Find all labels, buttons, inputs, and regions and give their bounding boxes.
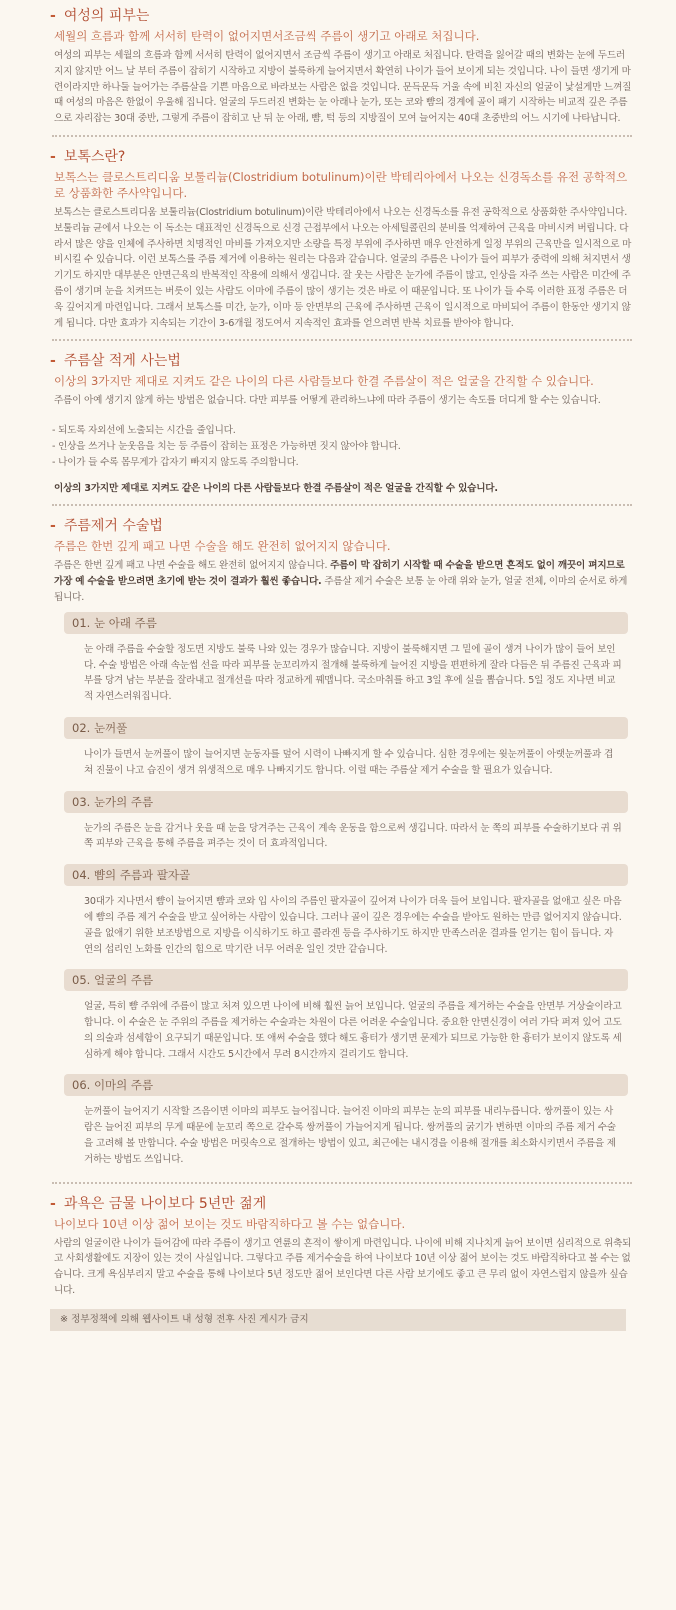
section-body: 여성의 피부는 세월의 흐름과 함께 서서히 탄력이 없어지면서 조금씩 주름이 생기고 아래로 처집니다. 탄력을 잃어갈 때의 변화는 눈에 두드러지지 않지만 어느 날 부터 주름이 잡히기 시작하고 지방이 불룩하게 늘어지면서 확연히 나이가 들어 보이게 되는 것입니다. 나이 들면 생기게 마련이라지만 하나둘 늘어가는 주름살을 기쁜 마음으로 바라보는 사람은 없을 것입니다. 문득문득 거울 속에 비친 자신의 얼굴이 낯설게만 느껴질 때 여성의 마음은 한없이 우울해 집니다. 얼굴의 두드러진 변화는 눈 아래나 눈가, 또는 코와 뺨의 경계에 골이 패기 시작하는 비교적 깊은 주름으로 자리잡는 30대 중반, 그렇게 주름이 잡히고 난 뒤 눈 아래, 뺨, 턱 등의 지방질이 모여 늘어지는 40대 초중반의 어느 시기에 나타납니다. bbox=[54, 50, 632, 125]
dash-bullet-icon: - bbox=[50, 518, 56, 535]
section-subtitle: 나이보다 10년 이상 젊어 보이는 것도 바람직하다고 볼 수는 없습니다. bbox=[54, 1216, 406, 1231]
section-title bbox=[50, 147, 632, 167]
section-title-text: 주름살 적게 사는법 bbox=[63, 353, 181, 370]
dash-bullet-icon: - bbox=[50, 1195, 56, 1212]
dotted-divider bbox=[52, 339, 632, 341]
section-fewer-wrinkles bbox=[52, 351, 632, 496]
section-younger bbox=[52, 1194, 632, 1299]
surgery-item-forehead bbox=[64, 1074, 632, 1173]
surgery-item-title: 02. 눈꺼풀 bbox=[64, 717, 628, 739]
dotted-divider bbox=[52, 1182, 632, 1184]
body-text: 주름살 제거 수술은 보통 눈 아래 위와 눈가, 얼굴 전체, 이마의 순서로 하게 됩니다. bbox=[54, 576, 628, 603]
dash-bullet-icon: - bbox=[50, 8, 56, 24]
section-subtitle: 보톡스는 클로스트리디움 보툴리늄(Clostridium botulinum)이란 박테리아에서 나오는 신경독소를 유전 공학적으로 상품화한 주사약입니다. bbox=[54, 169, 628, 200]
section-title bbox=[50, 351, 632, 371]
surgery-item-body: 나이가 들면서 눈꺼풀이 많이 늘어지면 눈동자를 덮어 시력이 나빠지게 할 수 있습니다. 심한 경우에는 윗눈꺼풀이 아랫눈꺼풀과 겹쳐 진물이 나고 습진이 생겨 위생적으로 매우 나빠지기도 합니다. 이럴 때는 주름살 제거 수술을 할 필요가 있습니다. bbox=[84, 748, 614, 776]
section-body bbox=[54, 558, 632, 605]
surgery-item-body: 눈꺼풀이 늘어지기 시작할 즈음이면 이마의 피부도 늘어집니다. 늘어진 이마의 피부는 눈의 피부를 내리누릅니다. 쌍꺼풀이 있는 사람은 늘어진 피부의 무게 때문에 눈꼬리 쪽으로 갈수록 쌍꺼풀이 가늘어지게 됩니다. 쌍꺼풀의 굵기가 변하면 이마의 주름 제거 수술을 고려해 볼 만합니다. 수술 방법은 머릿속으로 절개하는 방법이 있고, 최근에는 내시경을 이용해 절개를 최소화시키면서 주름을 제거하는 방법도 쓰입니다. bbox=[84, 1106, 616, 1165]
list-item: - 인상을 쓰거나 눈웃음을 치는 등 주름이 잡히는 표정은 가능하면 짓지 않아야 합니다. bbox=[52, 440, 401, 452]
section-title bbox=[50, 6, 632, 26]
conclusion-text: 이상의 3가지만 제대로 지켜도 같은 나이의 다른 사람들보다 한결 주름살이 적은 얼굴을 간직할 수 있습니다. bbox=[54, 482, 498, 494]
section-title-text: 과욕은 금물 나이보다 5년만 젊게 bbox=[63, 1195, 267, 1212]
dash-bullet-icon: - bbox=[50, 148, 56, 165]
section-body: 주름이 아예 생기지 않게 하는 방법은 없습니다. 다만 피부를 어떻게 관리하느냐에 따라 주름이 생기는 속도를 더디게 할 수는 있습니다. bbox=[54, 395, 601, 407]
section-subtitle: 세월의 흐름과 함께 서서히 탄력이 없어지면서조금씩 주름이 생기고 아래로 처집니다. bbox=[54, 29, 480, 43]
surgery-item-body: 30대가 지나면서 뺨이 늘어지면 뺨과 코와 입 사이의 주름인 팔자골이 깊어져 나이가 더욱 들어 보입니다. 팔자골을 없애고 싶은 마음에 뺨의 주름 제거 수술을 받고 싶어하는 사람이 있습니다. 그러나 골이 깊은 경우에는 수술을 받아도 원하는 만큼 없어지지 않습니다. 골을 없애기 위한 보조방법으로 지방을 이식하기도 하고 콜라겐 등을 주사하기도 하지만 만족스러운 결과를 얻기는 힘이 듭니다. 자연의 섭리인 노화를 인간의 힘으로 막기란 너무 어려운 일인 것만 같습니다. bbox=[84, 896, 622, 955]
dash-bullet-icon: - bbox=[50, 353, 56, 370]
section-title-text: 보톡스란? bbox=[63, 148, 126, 165]
dotted-divider bbox=[52, 135, 632, 137]
surgery-item-title: 06. 이마의 주름 bbox=[64, 1074, 628, 1096]
section-body: 사람의 얼굴이란 나이가 들어감에 따라 주름이 생기고 연륜의 흔적이 쌓이게 마련입니다. 나이에 비해 지나치게 늙어 보이면 심리적으로 위축되고 사회생활에도 지장이 있는 것이 사실입니다. 그렇다고 주름 제거수술을 하여 나이보다 10년 이상 젊어 보이는 것도 바람직하다고 볼 수는 없습니다. 크게 욕심부리지 말고 수술을 통해 나이보다 5년 정도만 젊어 보인다면 다른 사람 보기에도 좋고 큰 무리 없이 자연스럽지 않을까 싶습니다. bbox=[54, 1237, 632, 1297]
surgery-item-face bbox=[64, 969, 632, 1068]
section-botox bbox=[52, 147, 632, 331]
surgery-item-body: 얼굴, 특히 뺨 주위에 주름이 많고 처져 있으면 나이에 비해 훨씬 늙어 보입니다. 얼굴의 주름을 제거하는 수술을 안면부 거상술이라고 합니다. 이 수술은 눈 주위의 주름을 제거하는 수술과는 차원이 다른 어려운 수술입니다. 중요한 안면신경이 여러 가닥 퍼져 있어 고도의 의술과 섬세함이 요구되기 때문입니다. 또 애써 수술을 했다 해도 흉터가 생기면 문제가 되므로 가능한 한 흉터가 보이지 않도록 세심하게 해야 합니다. 그래서 시간도 5시간에서 무려 8시간까지 걸리기도 합니다. bbox=[84, 1001, 622, 1060]
surgery-item-title: 01. 눈 아래 주름 bbox=[64, 612, 628, 634]
tips-list bbox=[52, 423, 632, 470]
surgery-item-title: 03. 눈가의 주름 bbox=[64, 791, 628, 813]
section-title-text: 주름제거 수술법 bbox=[63, 518, 163, 535]
section-subtitle: 주름은 한번 깊게 패고 나면 수술을 해도 완전히 없어지지 않습니다. bbox=[54, 539, 391, 554]
surgery-item-body: 눈 아래 주름을 수술할 정도면 지방도 불룩 나와 있는 경우가 많습니다. 지방이 불룩해지면 그 밑에 골이 생겨 나이가 많이 들어 보인다. 수술 방법은 아래 속눈썹 선을 따라 피부를 눈꼬리까지 절개해 불룩하게 늘어진 지방을 편편하게 잘라 다듬은 뒤 주름진 근육과 피부를 당겨 남는 부분을 잘라내고 절개선을 따라 정교하게 꿰맵니다. 국소마취를 하고 3일 후에 실을 뽑습니다. 5일 정도 지나면 비교적 자연스러워집니다. bbox=[84, 643, 622, 703]
surgery-item-eye-corner bbox=[64, 791, 632, 859]
notice-bar: ※ 정부정책에 의해 웹사이트 내 성형 전후 사진 게시가 금지 bbox=[50, 1309, 626, 1331]
section-title bbox=[50, 1194, 632, 1214]
dotted-divider bbox=[52, 504, 632, 506]
list-item: - 나이가 들 수록 몸무게가 갑자기 빠지지 않도록 주의합니다. bbox=[52, 456, 299, 468]
section-title bbox=[50, 516, 632, 536]
surgery-item-body: 눈가의 주름은 눈을 감거나 웃을 때 눈을 당겨주는 근육이 계속 운동을 함으로써 생깁니다. 따라서 눈 쪽의 피부를 수술하기보다 귀 위쪽 피부와 근육을 통해 주름을 펴주는 것이 더 효과적입니다. bbox=[84, 822, 622, 850]
surgery-item-title: 04. 뺨의 주름과 팔자골 bbox=[64, 864, 628, 886]
list-item: - 되도록 자외선에 노출되는 시간을 줄입니다. bbox=[52, 425, 236, 437]
section-subtitle: 이상의 3가지만 제대로 지켜도 같은 나이의 다른 사람들보다 한결 주름살이 적은 얼굴을 간직할 수 있습니다. bbox=[54, 374, 594, 389]
surgery-item-eyelid bbox=[64, 717, 632, 785]
section-body: 보톡스는 클로스트리디움 보툴리늄(Clostridium botulinum)이란 박테리아에서 나오는 신경독소를 유전 공학적으로 상품화한 주사약입니다. 보툴리늄 균에서 나오는 이 독소는 대표적인 신경독으로 신경 근접부에서 나오는 아세틸콜린의 분비를 억제하여 근육을 마비시켜 버립니다. 다라서 많은 양을 인체에 주사하면 치명적인 마비를 가져오지만 소량을 특정 부위에 주사하면 매우 안전하게 일정 부위의 근육만을 일시적으로 마비시킬 수 있습니다. 이런 보톡스를 주름 제거에 이용하는 원리는 다음과 같습니다. 얼굴의 주름은 나이가 들어 피부가 중력에 의해 처지면서 생기기도 하지만 대부분은 안면근육의 반복적인 작용에 의해서 생깁니다. 잘 웃는 사람은 눈가에 주름이 많고, 인상을 자주 쓰는 사람은 미간에 주름이 생기며 눈을 치켜뜨는 버릇이 있는 사람도 이마에 주름이 많이 생기는 것은 바로 이 때문입니다. 또 나이가 들 수록 이러한 표정 주름은 더욱 깊어지게 마련입니다. 그래서 보톡스를 미간, 눈가, 이마 등 안면부의 근육에 주사하면 근육이 일시적으로 마비되어 주름이 한동안 생기지 않게 됩니다. 다만 효과가 지속되는 기간이 3-6개월 정도여서 지속적인 효과를 얻으려면 반복 치료를 받아야 합니다. bbox=[54, 206, 632, 329]
surgery-item-cheek bbox=[64, 864, 632, 963]
section-surgery bbox=[52, 516, 632, 1173]
body-emphasis: 주름이 막 잡히기 시작할 때 수술을 받으면 흔적도 없이 깨끗이 펴지므로 가장 예 수술을 받으려면 초기에 받는 것이 결과가 훨씬 좋습니다. bbox=[54, 560, 625, 588]
section-skin bbox=[52, 6, 632, 127]
surgery-item-title: 05. 얼굴의 주름 bbox=[64, 969, 628, 991]
section-title-text: 여성의 피부는 bbox=[63, 8, 150, 24]
body-text: 주름은 한번 깊게 패고 나면 수술을 해도 완전히 없어지지 않습니다. bbox=[54, 560, 331, 572]
surgery-item-under-eye bbox=[64, 612, 632, 711]
